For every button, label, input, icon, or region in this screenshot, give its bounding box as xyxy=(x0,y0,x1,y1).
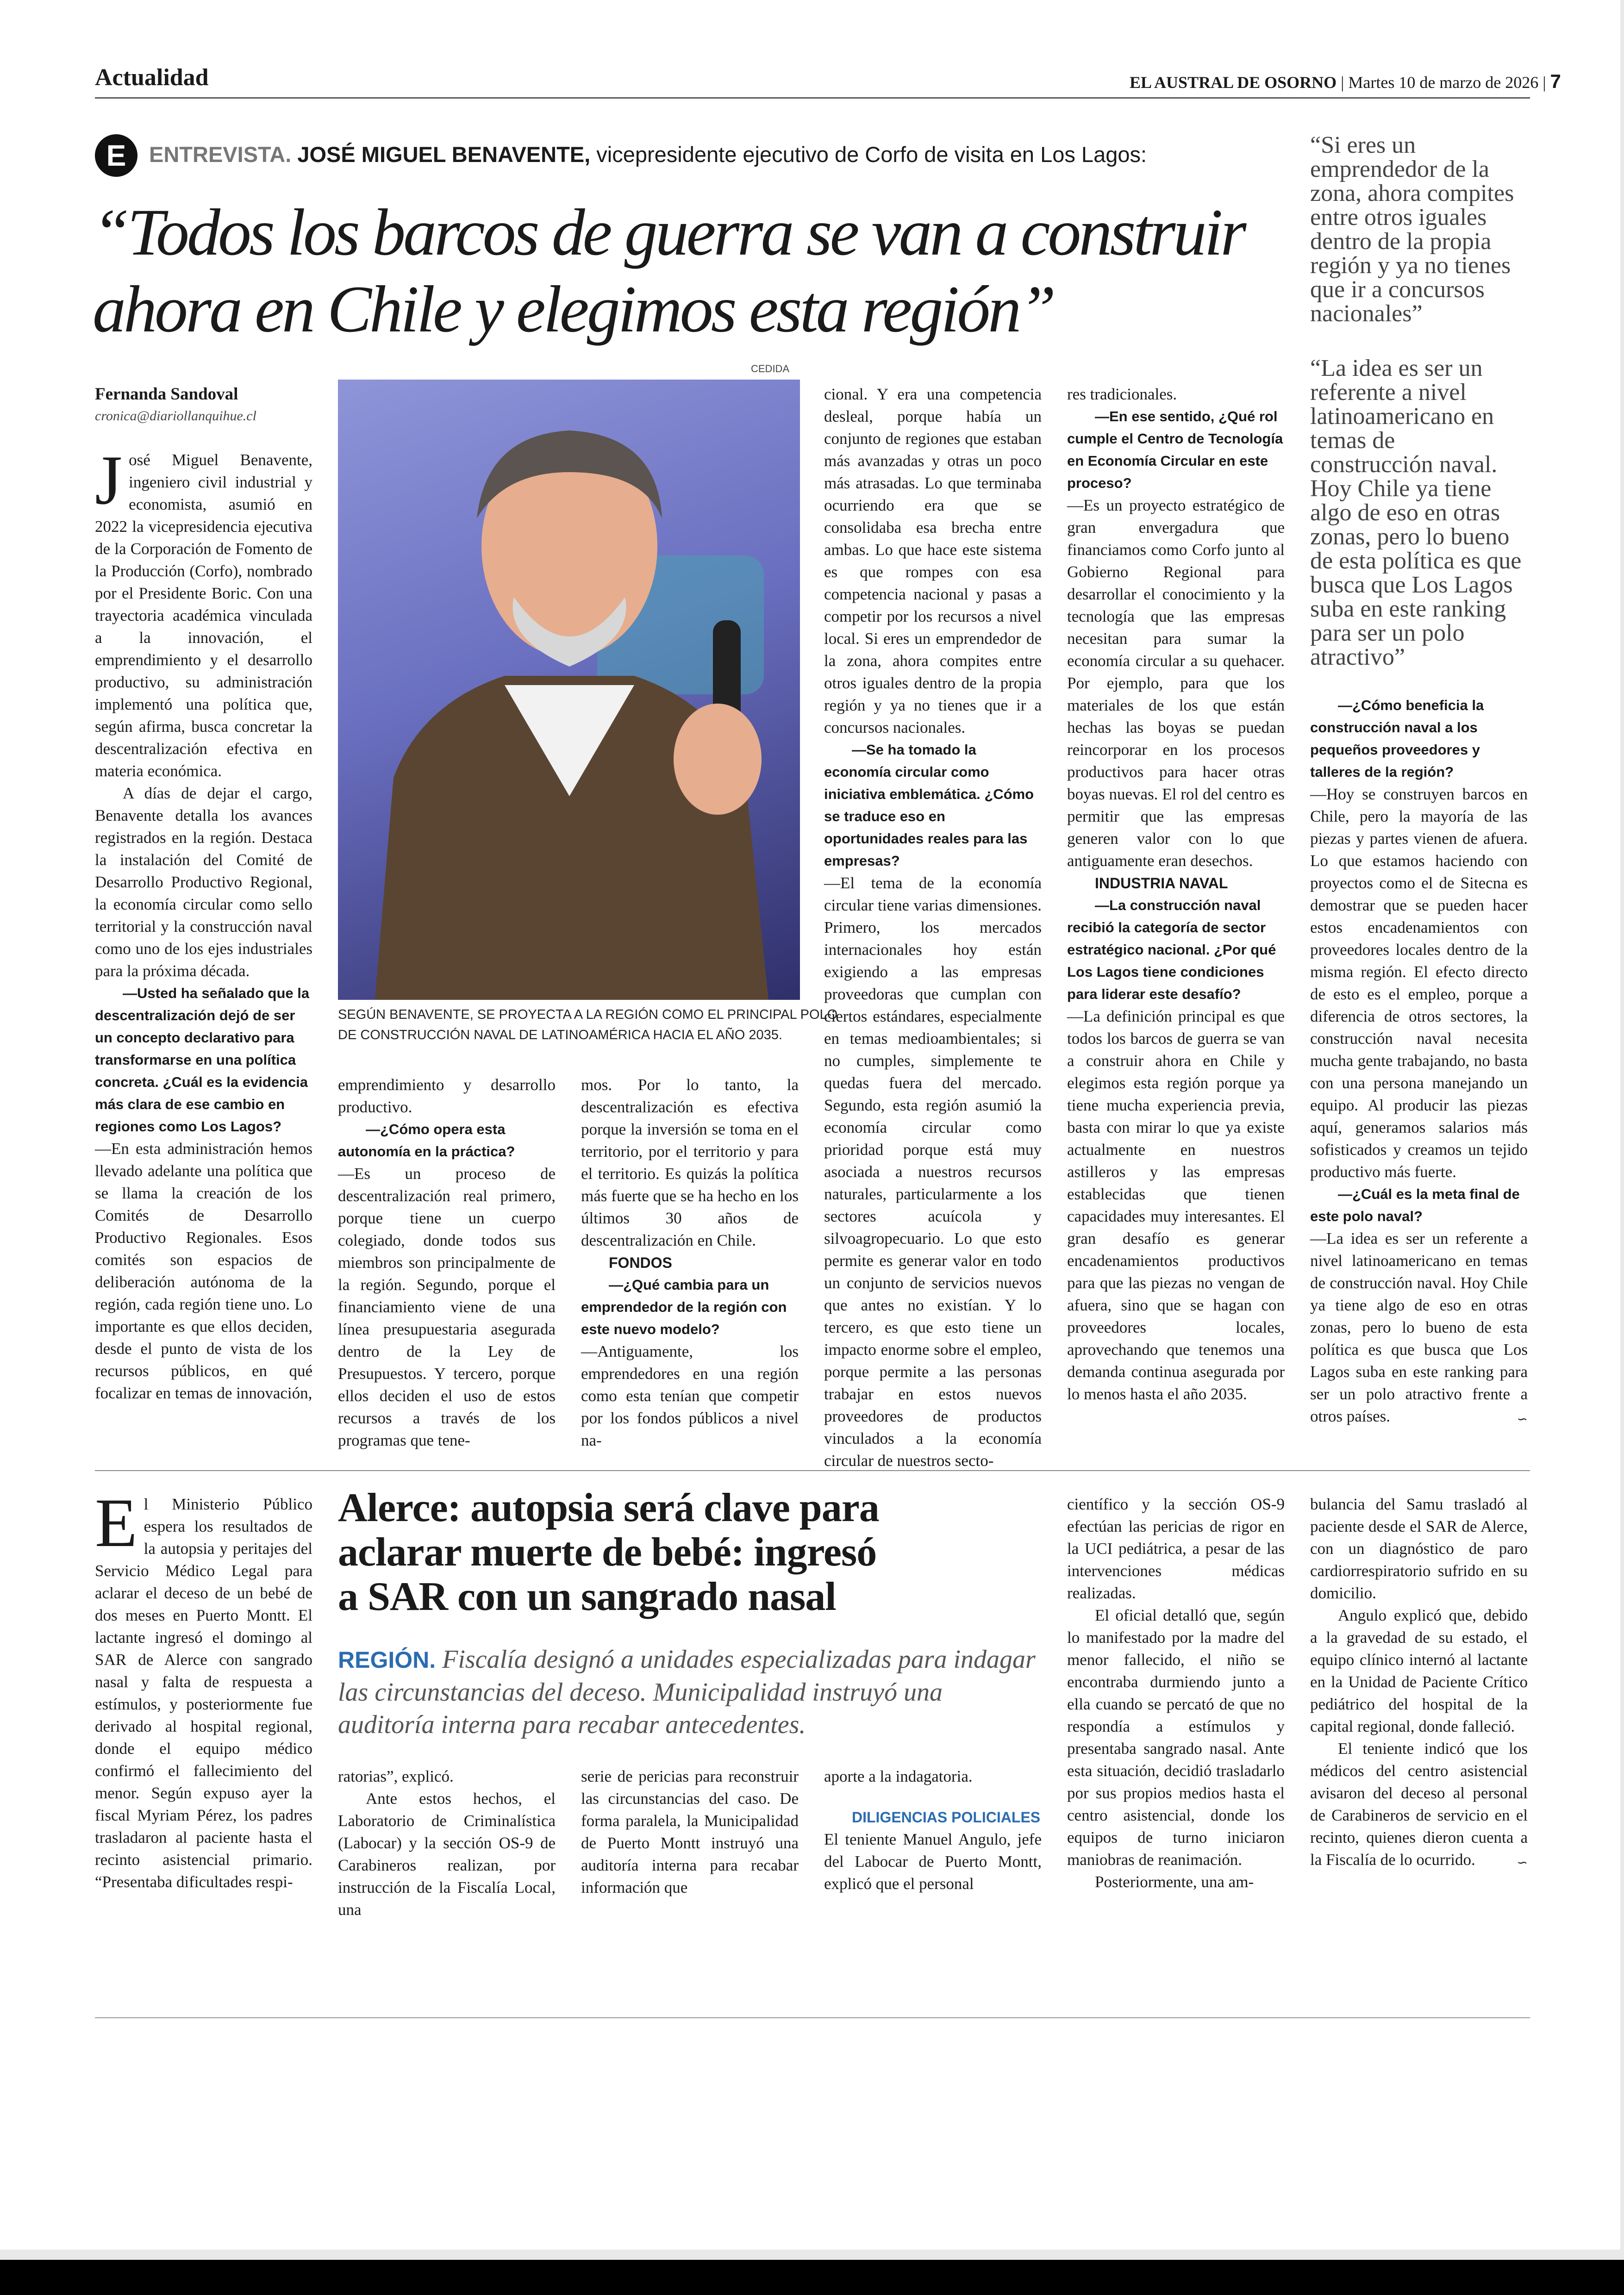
kicker-rest: vicepresidente ejecutivo de Corfo de visita en Los Lagos: xyxy=(596,142,1147,167)
news-headline xyxy=(338,1486,1032,1619)
interview-column-5 xyxy=(1067,383,1285,1443)
lead-paragraph-2: A días de dejar el cargo, Benavente detalla los avances registrados en la región. Destaca la instalación del Comité de Desarrollo Productivo Regional, la economía circular como sello territorial y la construcción naval como uno de los ejes industriales para la próxima década. xyxy=(95,784,312,980)
news-column-6 xyxy=(1310,1493,1528,1910)
answer-1: —En esta administración hemos llevado adelante una política que se llama la creación de los Comités de Desarrollo Productivo Regionales. Esos comités son espacios de deliberación autónoma de la región, cada región tiene uno. Lo importante es que ellos deciden, desde el punto de vista de los recursos públicos, en qué focalizar en temas de innovación, xyxy=(95,1140,312,1402)
interview-headline xyxy=(93,194,1305,348)
question-3: —¿Qué cambia para un emprendedor de la región con este nuevo modelo? xyxy=(581,1277,787,1337)
author-name: Fernanda Sandoval xyxy=(95,385,238,404)
news-col5-b: El oficial detalló que, según lo manifestado por la madre del menor fallecido, el niño se encontraba durmiendo junto a ella cuando se percató de que no respondía a estímulos y presentaba sangrado nasal. Ante esta situación, decidió trasladarlo por sus propios medios hasta el centro asistencial, donde los equipos de turno iniciaron maniobras de reanimación. xyxy=(1067,1606,1285,1869)
question-1: —Usted ha señalado que la descentralización dejó de ser un concepto declarativo para transformarse en una política concreta. ¿Cuál es la evidencia más clara de ese cambio en regiones como Los Lagos? xyxy=(95,985,310,1135)
news-col6-a: bulancia del Samu trasladó al paciente desde el SAR de Alerce, con un diagnóstico de paro cardiorrespiratorio sufrido en su domicilio. xyxy=(1310,1495,1528,1602)
interview-photo xyxy=(338,380,800,1000)
author-email: cronica@diariollanquihue.cl xyxy=(95,408,256,424)
photo-caption xyxy=(338,1004,837,1045)
bottom-bar xyxy=(0,2260,1624,2295)
news-column-4 xyxy=(824,1765,1042,1904)
drop-cap: J xyxy=(95,441,123,519)
news-column-3 xyxy=(581,1765,799,1904)
headline-line-1: “Todos los barcos de guerra se van a construir xyxy=(93,196,1244,269)
answer-2-continued: mos. Por lo tanto, la descentralización es efectiva porque la inversión se toma en el territorio, por el territorio y para el territorio. Es quizás la política más fuerte que se ha hecho en los últimos 30 años de descentralización en Chile. xyxy=(581,1076,799,1249)
question-8: —¿Cuál es la meta final de este polo naval? xyxy=(1310,1186,1520,1224)
kicker-label: ENTREVISTA. xyxy=(149,142,292,167)
answer-8: —La idea es ser un referente a nivel latinoamericano en temas de construcción naval. Hoy Chile ya tiene algo de eso en otras zonas, pero lo bueno de esta política es que busca que Los Lagos suba en este ranking para ser un polo atractivo frente a otros países. xyxy=(1310,1229,1528,1425)
answer-3: —Antiguamente, los emprendedores en una región como esta tenían que competir por los fondos públicos a nivel na- xyxy=(581,1342,799,1449)
news-end-mark-icon: ∽ xyxy=(1517,1855,1528,1870)
header-rule xyxy=(95,97,1530,99)
question-5: —En ese sentido, ¿Qué rol cumple el Centro de Tecnología en Economía Circular en este proceso? xyxy=(1067,408,1283,491)
news-headline-line-1: Alerce: autopsia será clave para xyxy=(338,1485,879,1530)
caption-line-2: DE CONSTRUCCIÓN NAVAL DE LATINOAMÉRICA HACIA EL AÑO 2035. xyxy=(338,1028,782,1042)
answer-6: —La definición principal es que todos los barcos de guerra se van a construir ahora en Chile y elegimos esta región porque ya tiene mucha experiencia previa, basta con mirar lo que ya existe actualmente en nuestros astilleros y las empresas establecidas que tienen capacidades muy interesantes. El gran desafío es generar encadenamientos productivos para que las piezas no vengan de afuera, sino que se hagan con proveedores locales, aprovechando que tenemos una demanda continua asegurada por lo menos hasta el año 2035. xyxy=(1067,1007,1285,1403)
question-2: —¿Cómo opera esta autonomía en la práctica? xyxy=(338,1121,515,1160)
news-col4-b: El teniente Manuel Angulo, jefe del Labocar de Puerto Montt, explicó que el personal xyxy=(824,1830,1042,1893)
news-col2-b: Ante estos hechos, el Laboratorio de Criminalística (Labocar) y la sección OS-9 de Carabineros realizan, por instrucción de la Fiscalía Local, una xyxy=(338,1790,556,1919)
lead-paragraph-1: osé Miguel Benavente, ingeniero civil industrial y economista, asumió en 2022 la vicepresidencia ejecutiva de la Corporación de Fomento de la Producción (Corfo), nombrado por el Presidente Boric. Con una trayectoria académica vinculada a la innovación, el emprendimiento y el desarrollo productivo, su administración implementó una política que, según afirma, busca concretar la descentralización efectiva en materia económica. xyxy=(95,451,312,780)
end-mark-icon: ∽ xyxy=(1517,1411,1528,1427)
news-col3: serie de pericias para reconstruir las circunstancias del caso. De forma paralela, la Municipalidad de Puerto Montt instruyó una auditoría interna para recabar información que xyxy=(581,1767,799,1896)
news-column-1 xyxy=(95,1484,312,1910)
news-deck-text: Fiscalía designó a unidades especializadas para indagar las circunstancias del deceso. Municipalidad instruyó una auditoría interna para recabar antecedentes. xyxy=(338,1645,1036,1739)
answer-1-continued: emprendimiento y desarrollo productivo. xyxy=(338,1076,556,1116)
question-4: —Se ha tomado la economía circular como iniciativa emblemática. ¿Cómo se traduce eso en oportunidades reales para las empresas? xyxy=(824,742,1034,869)
subhead-industria-naval: INDUSTRIA NAVAL xyxy=(1095,875,1228,892)
article-divider xyxy=(95,1470,1530,1471)
interview-column-6 xyxy=(1310,694,1528,1444)
answer-4: —El tema de la economía circular tiene varias dimensiones. Primero, los mercados internacionales hoy están exigiendo a las empresas proveedoras que cumplan con ciertos estándares, especialmente en temas medioambientales; si no cumples, simplemente te quedas fuera del mercado. Segundo, esta región asumió la economía circular como prioridad porque está muy asociada a nuestros recursos naturales, particularmente a los sectores acuícola y silvoagropecuario. Lo que esto permite es generar valor en todo un conjunto de servicios nuevos que antes no existían. Y lo tercero, es que esto tiene un impacto enorme sobre el empleo, porque permite a las personas trabajar en estos nuevos proveedores de productos vinculados a la economía circular de nuestros secto- xyxy=(824,874,1042,1470)
news-col4-a: aporte a la indagatoria. xyxy=(824,1767,973,1785)
page-number: 7 xyxy=(1550,70,1561,92)
news-headline-line-3: a SAR con un sangrado nasal xyxy=(338,1574,836,1619)
portrait-illustration xyxy=(338,380,800,1000)
news-drop-cap: E xyxy=(95,1484,137,1561)
publication-name: EL AUSTRAL DE OSORNO xyxy=(1130,73,1337,92)
answer-5: —Es un proyecto estratégico de gran envergadura que financiamos como Corfo junto al Gobierno Regional para desarrollar el conocimiento y la tecnología que las empresas necesitan para sumar la economía circular a su quehacer. Por ejemplo, para que los materiales de los que están hechas las boyas se puedan reincorporar en los procesos productivos para hacer otras boyas nuevas. El rol del centro es permitir que las empresas generen valor con lo que antiguamente eran desechos. xyxy=(1067,496,1285,870)
interview-badge: E xyxy=(95,134,137,177)
news-column-2 xyxy=(338,1765,556,1919)
answer-2: —Es un proceso de descentralización real primero, porque tiene un cuerpo colegiado, donde todos sus miembros son principalmente de la región. Segundo, porque el financiamiento viene de una línea presupuestaria asegurada dentro de la Ley de Presupuestos. Y tercero, porque ellos deciden el uso de estos recursos a través de los programas que tene- xyxy=(338,1165,556,1449)
answer-3-continued: cional. Y era una competencia desleal, porque había un conjunto de regiones que estaban más avanzadas y otras un poco más atrasadas. Lo que terminaba ocurriendo era que se consolidaba esa brecha entre ambas. Lo que hace este sistema es que rompes con esa competencia nacional y pasas a competir por los recursos a nivel local. Si eres un emprendedor de la zona, ahora compites entre otros iguales dentro de la propia región y ya no tienes que ir a concursos nacionales. xyxy=(824,385,1042,736)
pull-quote-1: “Si eres un emprendedor de la zona, ahora compites entre otros iguales dentro de la propia región y ya no tienes que ir a concursos nacionales” xyxy=(1310,132,1514,327)
news-headline-line-2: aclarar muerte de bebé: ingresó xyxy=(338,1530,877,1575)
news-column-5 xyxy=(1067,1493,1285,1910)
masthead xyxy=(1130,70,1561,93)
answer-7: —Hoy se construyen barcos en Chile, pero la mayoría de las piezas y partes vienen de afuera. Lo que estamos haciendo con proyectos como el de Sitecna es demostrar que se pueden hacer estos encadenamientos con proveedores locales dentro de la misma región. El efecto directo de esto es el empleo, porque a diferencia de otros sectores, la construcción naval necesita mucha gente trabajando, no basta con una persona manejando un equipo. Al producir las piezas aquí, generamos salarios más sofisticados y creamos un tejido productivo más fuerte. xyxy=(1310,785,1528,1181)
kicker-name: JOSÉ MIGUEL BENAVENTE, xyxy=(297,142,591,167)
news-col2-a: ratorias”, explicó. xyxy=(338,1767,454,1785)
interview-column-4 xyxy=(824,383,1042,1470)
interview-column-3 xyxy=(581,1074,799,1449)
news-col5-c: Posteriormente, una am- xyxy=(1095,1873,1254,1891)
interview-kicker xyxy=(149,142,1147,167)
question-6: —La construcción naval recibió la categoría de sector estratégico nacional. ¿Por qué Los Lagos tiene condiciones para liderar este desafío? xyxy=(1067,897,1276,1002)
photo-credit: CEDIDA xyxy=(751,363,790,374)
news-col5-a: científico y la sección OS-9 efectúan las pericias de rigor en la UCI pediátrica, a pesar de las intervenciones médicas realizadas. xyxy=(1067,1495,1285,1602)
headline-line-2: ahora en Chile y elegimos esta región” xyxy=(93,273,1054,346)
news-kicker: REGIÓN. xyxy=(338,1647,436,1673)
news-col6-c: El teniente indicó que los médicos del centro asistencial avisaron del deceso al personal de Carabineros de servicio en el recinto, quienes dieron cuenta a la Fiscalía de lo ocurrido. xyxy=(1310,1740,1528,1869)
issue-date: Martes 10 de marzo de 2026 xyxy=(1348,73,1539,92)
question-7: —¿Cómo beneficia la construcción naval a los pequeños proveedores y talleres de la región? xyxy=(1310,697,1484,780)
news-deck xyxy=(338,1643,1037,1741)
separator: | xyxy=(1341,73,1344,92)
interview-column-1 xyxy=(95,441,312,1444)
footer-rule xyxy=(95,2017,1530,2018)
section-name: Actualidad xyxy=(95,64,209,91)
subhead-fondos: FONDOS xyxy=(609,1254,672,1271)
news-paragraph-1: l Ministerio Público espera los resultados de la autopsia y peritajes del Servicio Médico Legal para aclarar el deceso de un bebé de dos meses en Puerto Montt. El lactante ingresó el domingo al SAR de Alerce con sangrado nasal y falta de respuesta a estímulos, y posteriormente fue derivado al hospital regional, donde el equipo médico confirmó el fallecimiento del menor. Según expuso ayer la fiscal Myriam Pérez, los padres trasladaron al paciente hasta el recinto asistencial primario. “Presentaba dificultades respi- xyxy=(95,1495,312,1891)
interview-column-2 xyxy=(338,1074,556,1449)
separator: | xyxy=(1543,73,1546,92)
pull-quote-2: “La idea es ser un referente a nivel latinoamericano en temas de construcción naval. Hoy Chile ya tiene algo de eso en otras zonas, pero lo bueno de esta política es que busca que Los Lagos suba en este ranking para ser un polo atractivo” xyxy=(1310,355,1522,670)
news-col6-b: Angulo explicó que, debido a la gravedad de su estado, el equipo clínico internó al lactante en la Unidad de Paciente Crítico pediátrico del hospital de la capital regional, donde falleció. xyxy=(1310,1606,1528,1735)
answer-4-continued: res tradicionales. xyxy=(1067,385,1177,403)
news-subhead: DILIGENCIAS POLICIALES xyxy=(852,1809,1041,1826)
caption-line-1: SEGÚN BENAVENTE, SE PROYECTA A LA REGIÓN COMO EL PRINCIPAL POLO xyxy=(338,1007,838,1022)
